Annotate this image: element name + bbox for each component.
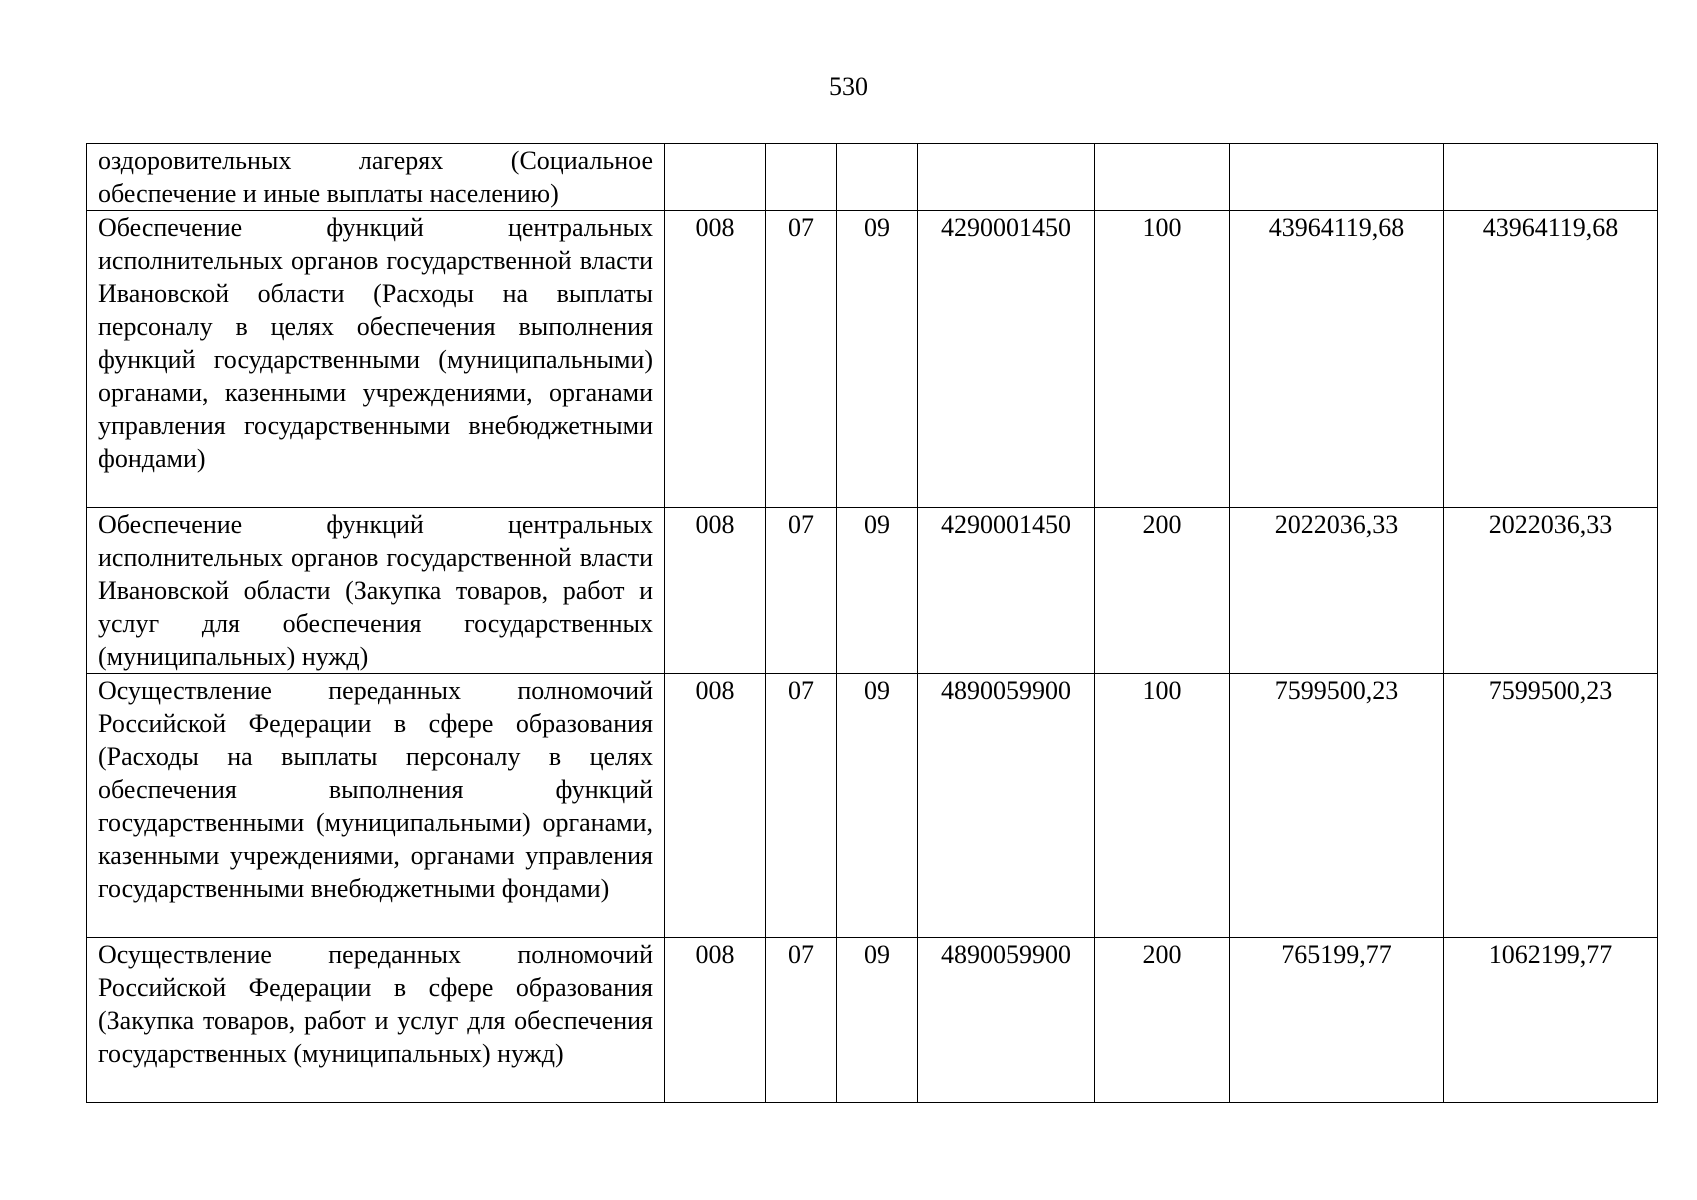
page-number: 530 [829,72,868,101]
row-section-code: 07 [766,938,837,1103]
row-section-code: 07 [766,211,837,508]
row-grbs-code: 008 [665,938,766,1103]
row-subsection-code: 09 [837,938,918,1103]
table-row [87,674,1658,938]
row-subsection-code [837,144,918,211]
row-sum-1: 765199,77 [1230,938,1444,1103]
row-sum-1: 43964119,68 [1230,211,1444,508]
row-target-article: 4290001450 [918,508,1095,674]
row-sum-2 [1444,144,1658,211]
row-subsection-code: 09 [837,674,918,938]
row-target-article [918,144,1095,211]
row-expense-type: 100 [1095,211,1230,508]
row-grbs-code: 008 [665,674,766,938]
row-description: Обеспечение функций центральных исполнительных органов государственной власти Ивановской области (Расходы на выплаты персоналу в целях обеспечения выполнения функций государственными (муниципальными) органами, казенными учреждениями, органами управления государственными внебюджетными фондами) [87,211,665,508]
row-expense-type: 200 [1095,938,1230,1103]
table-row [87,144,1658,211]
row-sum-2: 7599500,23 [1444,674,1658,938]
row-description: Осуществление переданных полномочий Российской Федерации в сфере образования (Расходы на выплаты персоналу в целях обеспечения выполнения функций государственными (муниципальными) органами, казенными учреждениями, органами управления государственными внебюджетными фондами) [87,674,665,938]
row-expense-type: 200 [1095,508,1230,674]
row-target-article: 4890059900 [918,938,1095,1103]
row-grbs-code: 008 [665,508,766,674]
row-sum-1 [1230,144,1444,211]
table-row [87,938,1658,1103]
row-target-article: 4290001450 [918,211,1095,508]
row-expense-type [1095,144,1230,211]
row-description: Обеспечение функций центральных исполнительных органов государственной власти Ивановской области (Закупка товаров, работ и услуг для обеспечения государственных (муниципальных) нужд) [87,508,665,674]
row-sum-2: 1062199,77 [1444,938,1658,1103]
row-description: оздоровительных лагерях (Социальное обеспечение и иные выплаты населению) [87,144,665,211]
row-section-code: 07 [766,674,837,938]
table-row [87,211,1658,508]
row-sum-1: 7599500,23 [1230,674,1444,938]
row-subsection-code: 09 [837,211,918,508]
table-row [87,508,1658,674]
row-subsection-code: 09 [837,508,918,674]
row-grbs-code [665,144,766,211]
row-sum-2: 2022036,33 [1444,508,1658,674]
row-sum-1: 2022036,33 [1230,508,1444,674]
row-section-code: 07 [766,508,837,674]
row-section-code [766,144,837,211]
budget-table [86,143,1658,1103]
row-description: Осуществление переданных полномочий Российской Федерации в сфере образования (Закупка товаров, работ и услуг для обеспечения государственных (муниципальных) нужд) [87,938,665,1103]
row-expense-type: 100 [1095,674,1230,938]
row-sum-2: 43964119,68 [1444,211,1658,508]
row-grbs-code: 008 [665,211,766,508]
row-target-article: 4890059900 [918,674,1095,938]
